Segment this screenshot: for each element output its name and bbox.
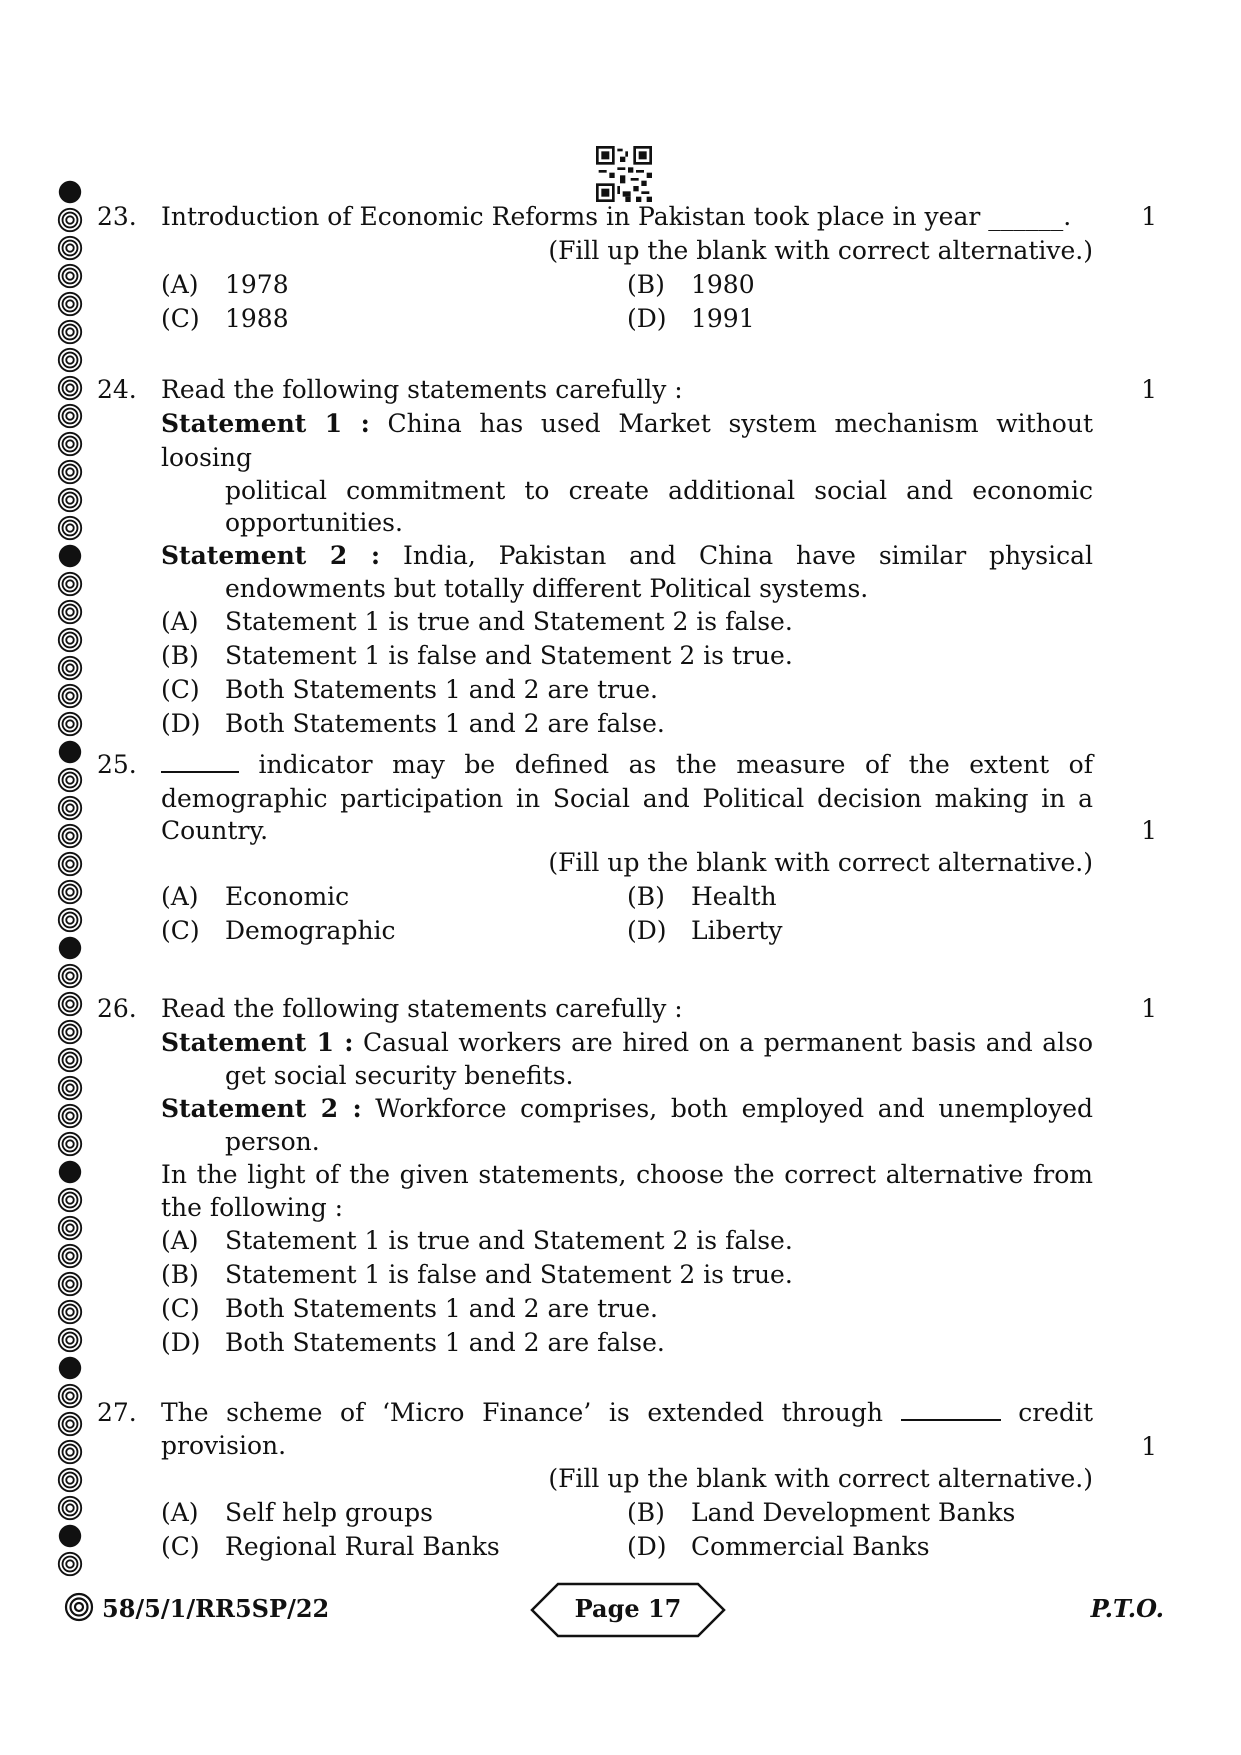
concentric-circle-icon: [56, 1018, 84, 1046]
concentric-circle-icon: [56, 374, 84, 402]
option-text: 1988: [225, 304, 289, 333]
page-number: Page 17: [574, 1594, 682, 1623]
option-text: Both Statements 1 and 2 are true.: [225, 1294, 658, 1323]
filled-circle-icon: [56, 542, 84, 570]
qr-code: [596, 146, 652, 202]
concentric-circle-icon: [56, 710, 84, 738]
option-label: (D): [627, 1532, 667, 1561]
option-b: [161, 639, 1093, 673]
question-text: The scheme of ‘Micro Finance’ is extended through: [161, 1398, 883, 1427]
question-text-line: Country.: [161, 816, 269, 845]
filled-circle-icon: [56, 1354, 84, 1382]
instruction-text: (Fill up the blank with correct alternative.): [548, 1464, 1093, 1493]
statement-1-line: [161, 407, 1093, 475]
statement-2-text: Workforce comprises, both employed and unemployed: [375, 1094, 1093, 1123]
concentric-circle-icon: [56, 1438, 84, 1466]
option-label: (D): [161, 1328, 201, 1357]
question-number: 25.: [97, 750, 137, 779]
option-text: Health: [691, 882, 777, 911]
options-grid: [161, 880, 1093, 948]
option-label: (A): [161, 1226, 199, 1255]
instruction-line: In the light of the given statements, choose the correct alternative from: [161, 1160, 1093, 1189]
option-a: [161, 605, 1093, 639]
concentric-circle-icon: [56, 1466, 84, 1494]
option-label: (D): [161, 709, 201, 738]
question-text: Introduction of Economic Reforms in Pakistan took place in year ______.: [161, 202, 1072, 231]
option-b: [161, 1258, 1093, 1292]
option-label: (C): [161, 675, 200, 704]
option-d: [627, 1530, 1093, 1564]
concentric-circle-icon: [56, 346, 84, 374]
question-text-line: demographic participation in Social and Political decision making in a: [161, 784, 1093, 813]
question-number: 27.: [97, 1398, 137, 1427]
option-c: [161, 302, 627, 336]
concentric-circle-icon: [56, 402, 84, 430]
concentric-circle-icon: [56, 1326, 84, 1354]
concentric-circle-icon: [56, 458, 84, 486]
question-intro: Read the following statements carefully :: [161, 994, 683, 1023]
option-text: Both Statements 1 and 2 are false.: [225, 1328, 665, 1357]
option-text: 1978: [225, 270, 289, 299]
question-23: [97, 200, 1157, 336]
option-label: (B): [627, 270, 665, 299]
statement-2-line: endowments but totally different Political systems.: [225, 574, 869, 603]
option-label: (D): [627, 304, 667, 333]
concentric-circle-icon: [56, 1130, 84, 1158]
concentric-circle-icon: [56, 1214, 84, 1242]
option-label: (A): [161, 270, 199, 299]
question-number: 24.: [97, 375, 137, 404]
option-label: (B): [161, 1260, 199, 1289]
concentric-circle-icon: [56, 1550, 84, 1578]
statement-1-line: get social security benefits.: [225, 1061, 574, 1090]
question-text: credit: [1018, 1398, 1093, 1427]
concentric-circle-icon: [56, 906, 84, 934]
options-list: [161, 605, 1093, 741]
option-c: [161, 673, 1093, 707]
question-25: [97, 748, 1157, 948]
option-label: (C): [161, 1294, 200, 1323]
question-marks: 1: [1141, 994, 1157, 1023]
options-list: [161, 1224, 1093, 1360]
question-text-line: [161, 1396, 1093, 1430]
statement-2-line: [161, 539, 1093, 573]
concentric-circle-icon: [56, 318, 84, 346]
question-number: 26.: [97, 994, 137, 1023]
concentric-circle-icon: [56, 682, 84, 710]
concentric-circle-icon: [56, 598, 84, 626]
statement-1-line: opportunities.: [225, 508, 403, 537]
option-text: Land Development Banks: [691, 1498, 1016, 1527]
option-label: (B): [627, 882, 665, 911]
filled-circle-icon: [56, 1522, 84, 1550]
concentric-circle-icon: [56, 990, 84, 1018]
option-text: 1980: [691, 270, 755, 299]
statement-2-line: [161, 1092, 1093, 1126]
option-text: Commercial Banks: [691, 1532, 930, 1561]
question-26: [97, 992, 1157, 1360]
option-c: [161, 914, 627, 948]
statement-2-line: person.: [225, 1127, 320, 1156]
option-label: (C): [161, 916, 200, 945]
statement-1-label: Statement 1 :: [161, 1028, 354, 1057]
option-b: [627, 1496, 1093, 1530]
option-text: Statement 1 is true and Statement 2 is false.: [225, 607, 793, 636]
statement-2-label: Statement 2 :: [161, 1094, 362, 1123]
concentric-circle-icon: [56, 262, 84, 290]
instruction-text: (Fill up the blank with correct alternative.): [548, 848, 1093, 877]
question-24: [97, 373, 1157, 741]
option-text: Economic: [225, 882, 350, 911]
concentric-circle-icon: [56, 766, 84, 794]
concentric-circle-icon: [56, 234, 84, 262]
option-text: Liberty: [691, 916, 783, 945]
instruction-line: the following :: [161, 1193, 344, 1222]
option-label: (B): [161, 641, 199, 670]
statement-1-label: Statement 1 :: [161, 409, 370, 438]
option-d: [627, 302, 1093, 336]
concentric-circle-icon: [56, 1242, 84, 1270]
concentric-circle-icon: [56, 1494, 84, 1522]
question-number: 23.: [97, 202, 137, 231]
statement-1-text: Casual workers are hired on a permanent basis and also: [363, 1028, 1093, 1057]
option-d: [627, 914, 1093, 948]
filled-circle-icon: [56, 1158, 84, 1186]
option-label: (D): [627, 916, 667, 945]
option-b: [627, 268, 1093, 302]
option-label: (B): [627, 1498, 665, 1527]
filled-circle-icon: [56, 738, 84, 766]
page-footer: [64, 1582, 1164, 1642]
option-text: 1991: [691, 304, 755, 333]
concentric-circle-icon: [56, 1382, 84, 1410]
question-marks: 1: [1141, 1432, 1157, 1461]
option-text: Demographic: [225, 916, 396, 945]
concentric-circle-icon: [56, 654, 84, 682]
option-text: Both Statements 1 and 2 are true.: [225, 675, 658, 704]
option-a: [161, 880, 627, 914]
please-turn-over: P.T.O.: [1090, 1594, 1164, 1623]
statement-1-text: China has used Market system mechanism without loosing: [161, 409, 1094, 472]
question-27: [97, 1396, 1157, 1564]
concentric-circle-icon: [56, 878, 84, 906]
option-a: [161, 1224, 1093, 1258]
concentric-circle-icon: [56, 430, 84, 458]
options-grid: [161, 268, 1093, 336]
statement-1-line: [161, 1026, 1093, 1060]
concentric-circle-icon: [56, 206, 84, 234]
option-label: (A): [161, 607, 199, 636]
options-grid: [161, 1496, 1093, 1564]
option-text: Self help groups: [225, 1498, 433, 1527]
concentric-circle-icon: [56, 1410, 84, 1438]
paper-code: 58/5/1/RR5SP/22: [102, 1594, 330, 1623]
question-marks: 1: [1141, 375, 1157, 404]
option-text: Regional Rural Banks: [225, 1532, 500, 1561]
question-intro: Read the following statements carefully :: [161, 375, 683, 404]
concentric-circle-icon: [56, 962, 84, 990]
option-label: (C): [161, 304, 200, 333]
concentric-circle-icon: [56, 1102, 84, 1130]
option-label: (A): [161, 1498, 199, 1527]
question-marks: 1: [1141, 202, 1157, 231]
question-text-line: provision.: [161, 1431, 287, 1460]
instruction-text: (Fill up the blank with correct alternative.): [548, 236, 1093, 265]
question-text-line: [161, 748, 1093, 782]
option-text: Statement 1 is false and Statement 2 is true.: [225, 1260, 793, 1289]
option-text: Both Statements 1 and 2 are false.: [225, 709, 665, 738]
concentric-circle-icon: [56, 1046, 84, 1074]
statement-2-text: India, Pakistan and China have similar physical: [403, 541, 1093, 570]
concentric-circle-icon: [56, 850, 84, 878]
question-text: indicator may be defined as the measure of the extent of: [258, 750, 1093, 779]
option-label: (C): [161, 1532, 200, 1561]
concentric-circle-icon: [56, 570, 84, 598]
concentric-circle-icon: [56, 1074, 84, 1102]
answer-blank: [161, 749, 239, 773]
option-a: [161, 268, 627, 302]
option-label: (A): [161, 882, 199, 911]
concentric-circle-icon: [56, 1298, 84, 1326]
option-text: Statement 1 is true and Statement 2 is false.: [225, 1226, 793, 1255]
concentric-circle-icon: [64, 1592, 94, 1622]
filled-circle-icon: [56, 934, 84, 962]
statement-1-line: political commitment to create additional social and economic: [225, 476, 1093, 505]
concentric-circle-icon: [56, 486, 84, 514]
concentric-circle-icon: [56, 1270, 84, 1298]
answer-blank: [901, 1397, 1001, 1421]
concentric-circle-icon: [56, 794, 84, 822]
concentric-circle-icon: [56, 822, 84, 850]
option-a: [161, 1496, 627, 1530]
question-marks: 1: [1141, 816, 1157, 845]
option-c: [161, 1292, 1093, 1326]
option-d: [161, 707, 1093, 741]
filled-circle-icon: [56, 178, 84, 206]
concentric-circle-icon: [56, 1186, 84, 1214]
concentric-circle-icon: [56, 626, 84, 654]
option-c: [161, 1530, 627, 1564]
statement-2-label: Statement 2 :: [161, 541, 381, 570]
option-text: Statement 1 is false and Statement 2 is true.: [225, 641, 793, 670]
option-d: [161, 1326, 1093, 1360]
concentric-circle-icon: [56, 290, 84, 318]
concentric-circle-icon: [56, 514, 84, 542]
margin-circle-column: [56, 178, 86, 1578]
option-b: [627, 880, 1093, 914]
